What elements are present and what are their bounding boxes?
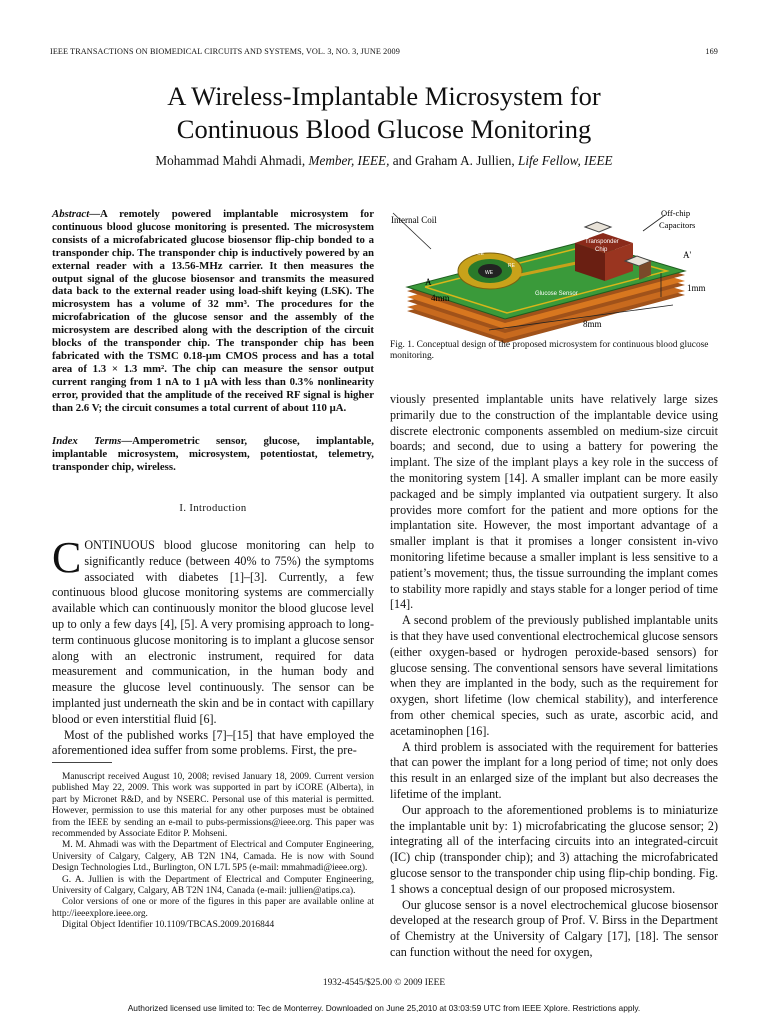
label-ce: CE bbox=[477, 251, 484, 257]
label-1mm: 1mm bbox=[687, 283, 706, 293]
label-re: RE bbox=[508, 263, 515, 269]
label-8mm: 8mm bbox=[583, 319, 602, 329]
label-transponder: Transponder bbox=[585, 239, 619, 245]
right-paragraph-1: viously presented implantable units have relatively large sizes primarily due to the construction of the implantable device using discrete electronic components assembled on medium-size circuit boards; and second, due to using a battery for powering the implant. The size of the implant plays a key role in the success of the monitoring system [14]. A smaller implant can be more easily packaged and be simply implanted via outpatient surgery. It also provides more comfort for the patient and more options for the implantation site. However, the most important advantage of a smaller implant is that it promises a longer consistent in-vivo monitoring lifetime because a smaller implant is less sensitive to a patient’s movement; thus, the tissue surrounding the implant comes to stability more rapidly and stays stable for a longer period of time [14]. bbox=[390, 392, 718, 612]
figure-caption: Fig. 1. Conceptual design of the proposed microsystem for continuous blood glucose monitoring. bbox=[390, 340, 709, 362]
label-capacitors: Capacitors bbox=[659, 220, 696, 230]
paper-title bbox=[0, 80, 768, 146]
intro-paragraph-2: Most of the published works [7]–[15] that have employed the aforementioned idea suffer from some problems. First, the pre- bbox=[52, 727, 374, 758]
running-header bbox=[50, 47, 718, 56]
drop-cap: C bbox=[52, 533, 82, 582]
intro-paragraph-1 bbox=[52, 533, 374, 728]
right-paragraph-5: Our glucose sensor is a novel electrochemical glucose biosensor developed at the research group of Prof. V. Birss in the Department of Chemistry at the University of Calgary [17], [18]. The sensor can function without the need for oxygen, bbox=[390, 897, 718, 959]
section-heading: I. Introduction bbox=[179, 503, 247, 514]
label-glucose-sensor: Glucose Sensor bbox=[535, 291, 578, 297]
issn-line: 1932-4545/$25.00 © 2009 IEEE bbox=[322, 978, 446, 988]
author-2: Graham A. Jullien, bbox=[415, 153, 515, 168]
right-paragraph-2: A second problem of the previously published implantable units is that they have used conventional electrochemical glucose sensors (either oxygen-based or hydrogen peroxide-based sensors) for glucose sensing. The conventional sensors have several limitations when they are implanted in the body, such as the requirement for oxygen, short lifetime (low chemical stability), and interference from other chemical species, such as urate, ascorbic acid, and acetaminophen [16]. bbox=[390, 613, 718, 738]
footnote-divider bbox=[52, 762, 112, 763]
abstract-text: —A remotely powered implantable microsystem for continuous blood glucose monitoring is presented. The microsystem consists of a microfabricated glucose biosensor flip-chip bonded to a transponder chip. The transponder chip is inductively powered by an external reader with a 13.56-MHz carrier. It then measures the output signal of the glucose biosensor and transmits the measured data back to the external reader using load-shift keying (LSK). The microsystem has a volume of 32 mm³. The procedures for the microfabrication of the glucose sensor and the assembly of the microsystem are described along with the description of the circuit blocks of the transponder chip. The transponder chip has been fabricated with the TSMC 0.18-μm CMOS process and has a total area of 1.3 × 1.3 mm². The chip can measure the sensor output current ranging from 1 nA to 1 μA with less than 0.3% nonlinearity error, provided that the amplitude of the received RF signal is higher than 2.6 V; the circuit consumes a total current of about 110 μA. bbox=[52, 208, 374, 414]
authorized-use-notice: Authorized licensed use limited to: Tec de Monterrey. Downloaded on June 25,2010 at 03:03:59 UTC from IEEE Xplore. Restrictions apply. bbox=[127, 1003, 641, 1013]
intro-paragraph-1-text: ONTINUOUS blood glucose monitoring can help to significantly reduce (between 40% to 75%) the symptoms associated with diabetes [1]–[3]. Currently, a few continuous blood glucose monitoring systems are commercially available which can continuously monitor the blood glucose level up to only a few days [4], [5]. A very promising approach to long-term continuous glucose monitoring is to implant a glucose sensor along with an electronic instrument, required for data measurement and communication, in the human body and measure the glucose level continuously. The sensor can be implanted just underneath the skin and be in contact with capillary blood or even interstitial fluid [6]. bbox=[52, 538, 374, 726]
footnote-doi: Digital Object Identifier 10.1109/TBCAS.2009.2016844 bbox=[62, 920, 275, 931]
page-number: 169 bbox=[705, 47, 718, 56]
right-column-body bbox=[390, 392, 718, 961]
microsystem-diagram bbox=[385, 203, 721, 343]
footnote-manuscript: Manuscript received August 10, 2008; revised January 18, 2009. Current version published May 22, 2009. This work was supported in part by iCORE (Alberta), in part by Micronet R&D, and by NSERC. Personal use of this material is permitted. However, permission to use this material for any other purposes must be obtained from the IEEE by sending an e-mail to pubs-permissions@ieee.org. This paper was recommended by Associate Editor P. Mohseni. bbox=[52, 772, 374, 840]
author-2-role: Life Fellow, IEEE bbox=[517, 153, 613, 168]
label-offchip: Off-chip bbox=[661, 208, 691, 218]
label-we: WE bbox=[485, 270, 494, 276]
footnote-color: Color versions of one or more of the figures in this paper are available online at http://ieeexplore.ieee.org. bbox=[52, 897, 374, 919]
index-terms bbox=[52, 435, 374, 474]
footnote-author-2: G. A. Jullien is with the Department of Electrical and Computer Engineering, University of Calgary, Calgary, AB T2N 1N4, Canada (e-mail: jullien@atips.ca). bbox=[52, 874, 374, 897]
label-a: A bbox=[425, 277, 432, 287]
index-terms-text: —Amperometric sensor, glucose, implantable, implantable microsystem, microsystem, potentiostat, telemetry, transponder chip, wireless. bbox=[52, 435, 374, 473]
right-paragraph-3: A third problem is associated with the requirement for batteries that can power the implant for a long period of time; not only does this result in an enlarged size of the implant but also decreases the lifetime of the implant. bbox=[390, 739, 718, 801]
abstract bbox=[52, 208, 374, 415]
author-1-role: Member, IEEE, bbox=[308, 153, 390, 168]
label-a-prime: A' bbox=[683, 250, 692, 260]
right-paragraph-4: Our approach to the aforementioned problems is to miniaturize the implantable unit by: 1) microfabricating the glucose sensor; 2) integrating all of the interfacing circuits into an integrated-circuit (IC) chip (transponder chip); and 3) attaching the microfabricated glucose sensor to the transponder chip using flip-chip bonding. Fig. 1 shows a conceptual design of our proposed microsystem. bbox=[390, 802, 718, 896]
author-line bbox=[0, 153, 768, 169]
journal-name: IEEE TRANSACTIONS ON BIOMEDICAL CIRCUITS AND SYSTEMS, VOL. 3, NO. 3, JUNE 2009 bbox=[50, 47, 400, 56]
title-line-2: Continuous Blood Glucose Monitoring bbox=[176, 114, 592, 144]
author-1: Mohammad Mahdi Ahmadi, bbox=[155, 153, 306, 168]
index-terms-label: Index Terms bbox=[52, 435, 122, 447]
introduction-body bbox=[52, 533, 374, 759]
footnotes bbox=[52, 772, 374, 932]
title-line-1: A Wireless-Implantable Microsystem for bbox=[167, 81, 601, 111]
abstract-label: Abstract bbox=[52, 208, 90, 220]
off-chip-capacitor-1 bbox=[585, 222, 611, 232]
label-chip: Chip bbox=[595, 247, 608, 253]
author-conjunction: and bbox=[392, 153, 412, 168]
figure-1 bbox=[385, 203, 721, 343]
label-internal-coil: Internal Coil bbox=[391, 215, 437, 225]
footnote-author-1: M. M. Ahmadi was with the Department of Electrical and Computer Engineering, University of Calgary, Calgery, AB T2N 1N4, Camada. He is now with Sound Design Technologies Ltd., Burlington, ON L7L 5P5 (e-mail: mmahmadi@ieee.org). bbox=[52, 840, 374, 874]
label-4mm: 4mm bbox=[431, 293, 450, 303]
